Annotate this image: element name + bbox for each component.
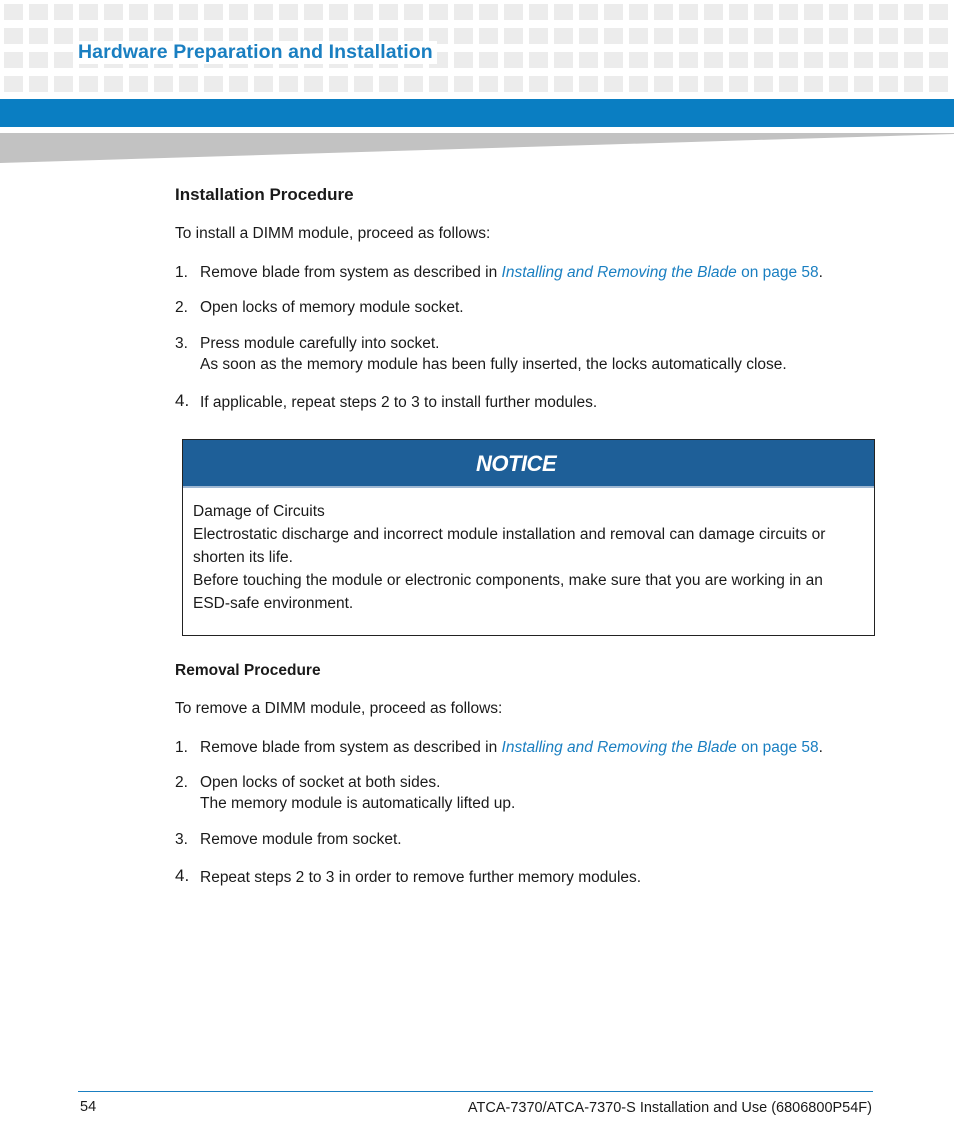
step-text: Remove blade from system as described in [200, 739, 502, 756]
step-text: Press module carefully into socket. [200, 335, 440, 352]
step-number: 4. [175, 391, 190, 410]
step-number: 4. [175, 866, 190, 885]
step-punctuation: . [818, 264, 823, 281]
step-number: 3. [175, 335, 188, 352]
step-text: Open locks of memory module socket. [200, 299, 464, 316]
step-number: 1. [175, 264, 188, 281]
step-number: 2. [175, 299, 188, 316]
notice-header [183, 440, 874, 488]
chapter-title: Hardware Preparation and Installation [78, 41, 437, 64]
step-subtext: As soon as the memory module has been fully inserted, the locks automatically close. [200, 356, 787, 373]
notice-text-2: Before touching the module or electronic components, make sure that you are working in an ESD-safe environment. [193, 572, 823, 612]
notice-label: NOTICE [476, 451, 557, 476]
page-reference-link[interactable]: on page 58 [741, 739, 819, 756]
step-text: Repeat steps 2 to 3 in order to remove further memory modules. [200, 869, 642, 886]
footer-rule [78, 1091, 873, 1092]
removal-step-2 [175, 772, 875, 814]
removal-step-1 [175, 737, 875, 758]
notice-text-1: Electrostatic discharge and incorrect module installation and removal can damage circuits or shorten its life. [193, 526, 826, 566]
removal-intro: To remove a DIMM module, proceed as follows: [175, 700, 503, 717]
installation-step-4 [175, 392, 875, 413]
removal-step-3 [175, 829, 875, 850]
notice-body [183, 488, 874, 615]
notice-heading: Damage of Circuits [193, 503, 325, 520]
page-reference-link[interactable]: on page 58 [741, 264, 819, 281]
removal-procedure-heading: Removal Procedure [175, 662, 321, 679]
notice-box [182, 439, 875, 636]
step-punctuation: . [818, 739, 823, 756]
installation-step-1 [175, 262, 875, 283]
step-text: Remove module from socket. [200, 831, 402, 848]
installation-procedure-heading: Installation Procedure [175, 185, 354, 204]
page-number: 54 [80, 1099, 97, 1115]
removal-step-4 [175, 867, 875, 888]
step-text: Open locks of socket at both sides. [200, 774, 441, 791]
step-number: 2. [175, 774, 188, 791]
installing-removing-blade-link[interactable]: Installing and Removing the Blade [501, 739, 737, 756]
header-gray-wedge [0, 133, 954, 163]
step-subtext: The memory module is automatically lifted up. [200, 795, 516, 812]
header-blue-bar [0, 99, 954, 127]
installation-intro: To install a DIMM module, proceed as follows: [175, 225, 491, 242]
step-text: If applicable, repeat steps 2 to 3 to install further modules. [200, 394, 598, 411]
step-number: 3. [175, 831, 188, 848]
document-title: ATCA-7370/ATCA-7370-S Installation and Use (6806800P54F) [467, 1100, 872, 1116]
installation-step-2 [175, 297, 875, 318]
step-text: Remove blade from system as described in [200, 264, 502, 281]
step-number: 1. [175, 739, 188, 756]
installation-step-3 [175, 333, 875, 375]
installing-removing-blade-link[interactable]: Installing and Removing the Blade [501, 264, 737, 281]
